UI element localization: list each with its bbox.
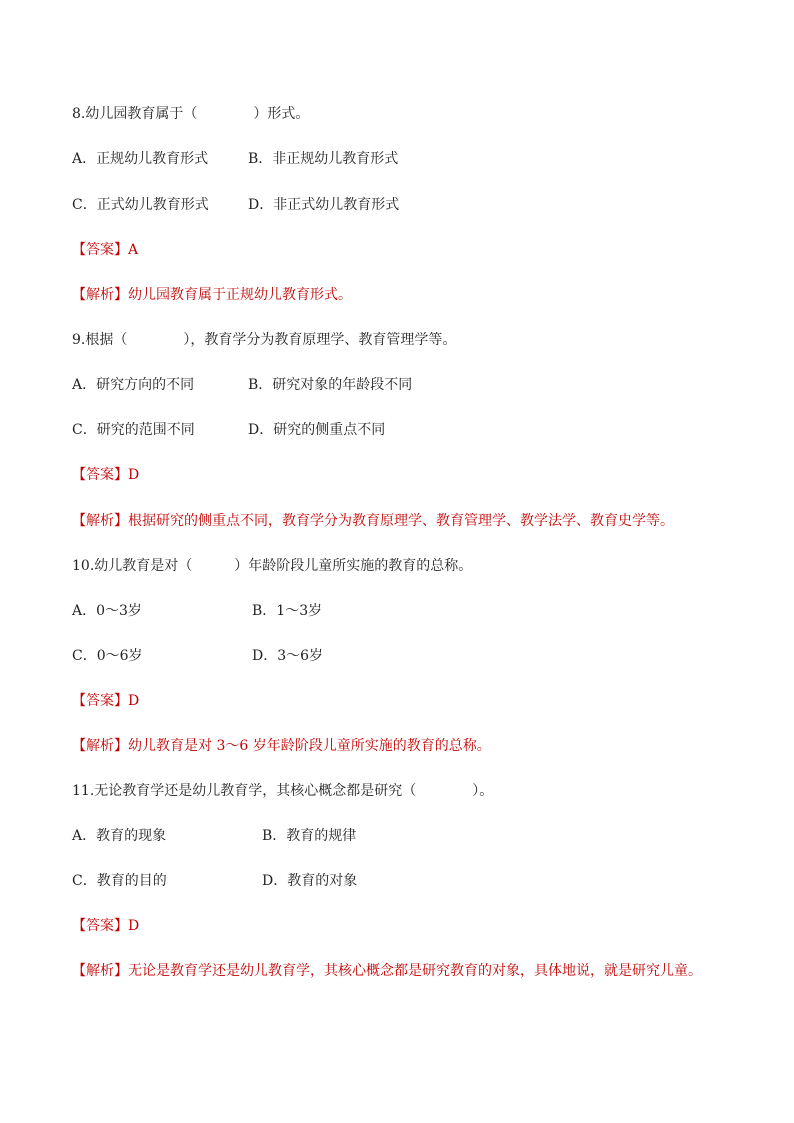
analysis — [72, 512, 674, 530]
option-a: A．教育的现象 — [72, 828, 167, 844]
option-b: B．教育的规律 — [262, 828, 357, 844]
answer-value: D — [128, 467, 140, 483]
question-stem: 9.根据（ ），教育学分为教育原理学、教育管理学等。 — [72, 332, 457, 348]
answer — [72, 917, 139, 935]
answer-value: D — [128, 918, 140, 934]
analysis-text: 无论是教育学还是幼儿教育学，其核心概念都是研究教育的对象，具体地说，就是研究儿童。 — [128, 963, 702, 979]
question-stem: 10.幼儿教育是对（ ）年龄阶段儿童所实施的教育的总称。 — [72, 558, 473, 574]
analysis — [72, 286, 352, 304]
answer-value: A — [128, 242, 139, 258]
question-stem: 8.幼儿园教育属于（ ）形式。 — [72, 106, 310, 122]
option-c: C．教育的目的 — [72, 873, 167, 889]
answer — [72, 241, 138, 259]
analysis-text: 幼儿园教育属于正规幼儿教育形式。 — [128, 287, 352, 303]
option-a: A．研究方向的不同 — [72, 377, 195, 393]
option-a: A．正规幼儿教育形式 — [72, 151, 209, 167]
option-d: D．3～6岁 — [252, 648, 324, 664]
analysis-label: 【解析】 — [72, 513, 128, 529]
option-d: D．非正式幼儿教育形式 — [248, 197, 400, 213]
analysis — [72, 962, 702, 980]
analysis — [72, 737, 491, 755]
answer — [72, 692, 139, 710]
analysis-text: 根据研究的侧重点不同，教育学分为教育原理学、教育管理学、教学法学、教育史学等。 — [128, 513, 674, 529]
answer-value: D — [128, 693, 140, 709]
analysis-text: 幼儿教育是对 3～6 岁年龄阶段儿童所实施的教育的总称。 — [128, 738, 491, 754]
analysis-label: 【解析】 — [72, 738, 128, 754]
answer-label: 【答案】 — [72, 918, 128, 934]
option-b: B．1～3岁 — [252, 603, 323, 619]
option-c: C．研究的范围不同 — [72, 422, 195, 438]
option-a: A．0～3岁 — [72, 603, 142, 619]
analysis-label: 【解析】 — [72, 963, 128, 979]
option-b: B．研究对象的年龄段不同 — [248, 377, 413, 393]
answer-label: 【答案】 — [72, 693, 128, 709]
analysis-label: 【解析】 — [72, 287, 128, 303]
option-c: C．正式幼儿教育形式 — [72, 197, 209, 213]
option-c: C．0～6岁 — [72, 648, 143, 664]
answer-label: 【答案】 — [72, 467, 128, 483]
option-d: D．教育的对象 — [262, 873, 358, 889]
question-stem: 11.无论教育学还是幼儿教育学，其核心概念都是研究（ ）。 — [72, 783, 494, 799]
option-d: D．研究的侧重点不同 — [248, 422, 386, 438]
answer-label: 【答案】 — [72, 242, 128, 258]
option-b: B．非正规幼儿教育形式 — [248, 151, 399, 167]
answer — [72, 466, 139, 484]
